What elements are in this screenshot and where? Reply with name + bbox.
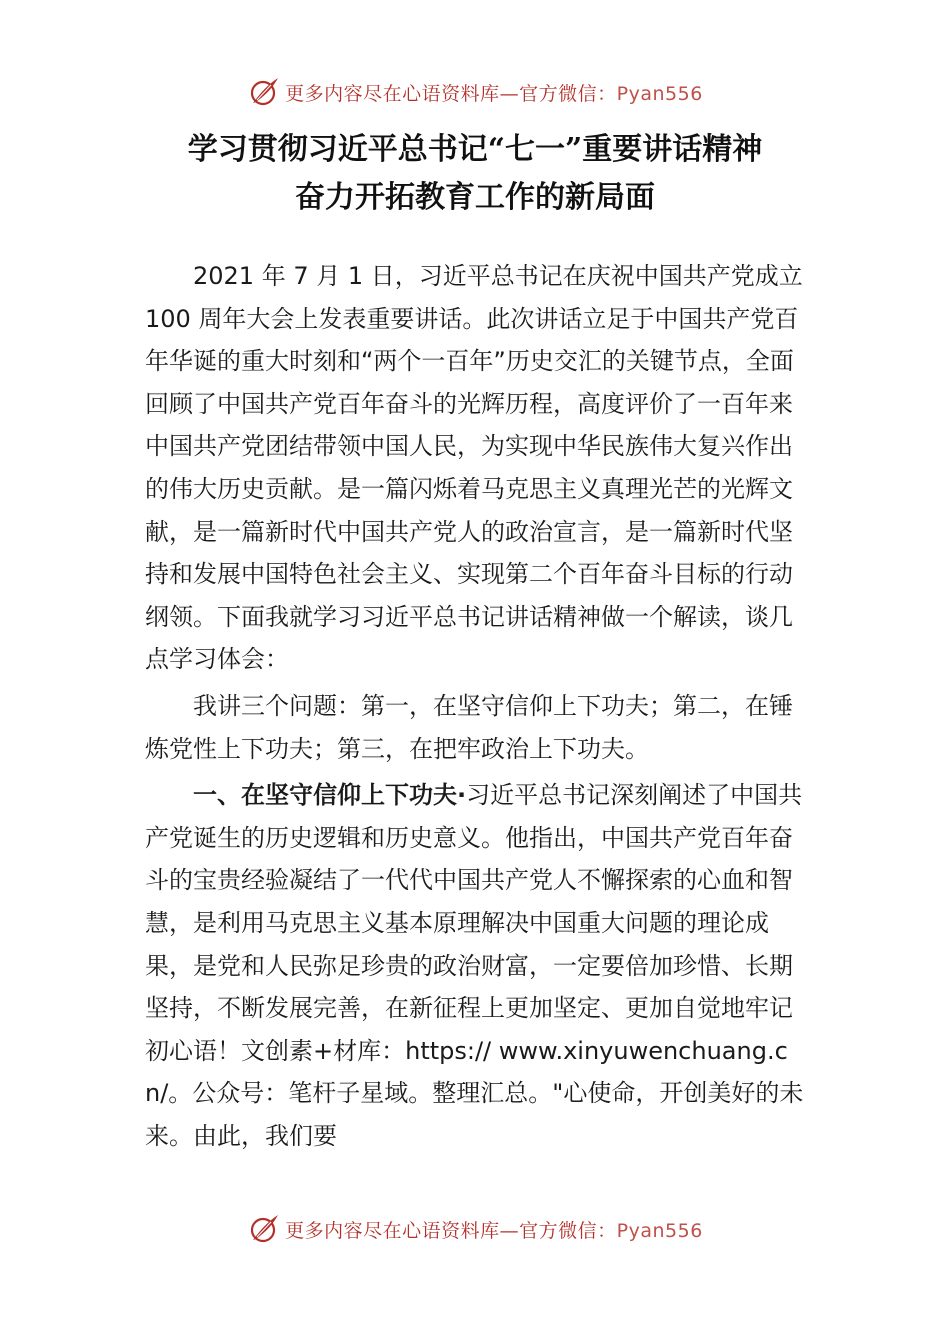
document-body [145, 255, 813, 1157]
header-watermark [0, 72, 950, 112]
paragraph-outline: 我讲三个问题：第一，在坚守信仰上下功夫；第二，在锤炼党性上下功夫；第三，在把牢政治上下功夫。 [145, 691, 793, 763]
document-title [0, 126, 950, 222]
feather-circle-logo-icon [247, 75, 281, 109]
section-1-text: 习近平总书记深刻阐述了中国共产党诞生的历史逻辑和历史意义。他指出，中国共产党百年奋斗的宝贵经验凝结了一代代中国共产党人不懈探索的心血和智慧，是利用马克思主义基本原理解决中国重大问题的理论成果，是党和人民弥足珍贵的政治财富，一定要倍加珍惜、长期坚持，不断发展完善，在新征程上更加坚定、更加自觉地牢记初心语！文创素+材库：https:// www.xinyuwenchuang.cn/。公众号：笔杆子星域。整理汇总。"心使命，开创美好的未来。由此，我们要 [145, 781, 804, 1150]
title-line-1: 学习贯彻习近平总书记“七一”重要讲话精神 [187, 132, 763, 167]
feather-circle-logo-icon [247, 1212, 281, 1246]
paragraph-section-1 [145, 774, 813, 1157]
footer-watermark [0, 1209, 950, 1249]
watermark-text: 更多内容尽在心语资料库—官方微信：Pyan556 [285, 82, 703, 105]
title-line-2: 奋力开拓教育工作的新局面 [295, 180, 655, 215]
section-1-heading: 一、在坚守信仰上下功夫· [193, 781, 467, 810]
paragraph-intro: 2021 年 7 月 1 日，习近平总书记在庆祝中国共产党成立 100 周年大会上发表重要讲话。此次讲话立足于中国共产党百年华诞的重大时刻和“两个一百年”历史交汇的关键节点，全面回顾了中国共产党百年奋斗的光辉历程，高度评价了一百年来中国共产党团结带领中国人民，为实现中华民族伟大复兴作出的伟大历史贡献。是一篇闪烁着马克思主义真理光芒的光辉文献，是一篇新时代中国共产党人的政治宣言，是一篇新时代坚持和发展中国特色社会主义、实现第二个百年奋斗目标的行动纲领。下面我就学习习近平总书记讲话精神做一个解读，谈几点学习体会： [145, 262, 803, 674]
watermark-text: 更多内容尽在心语资料库—官方微信：Pyan556 [285, 1219, 703, 1242]
